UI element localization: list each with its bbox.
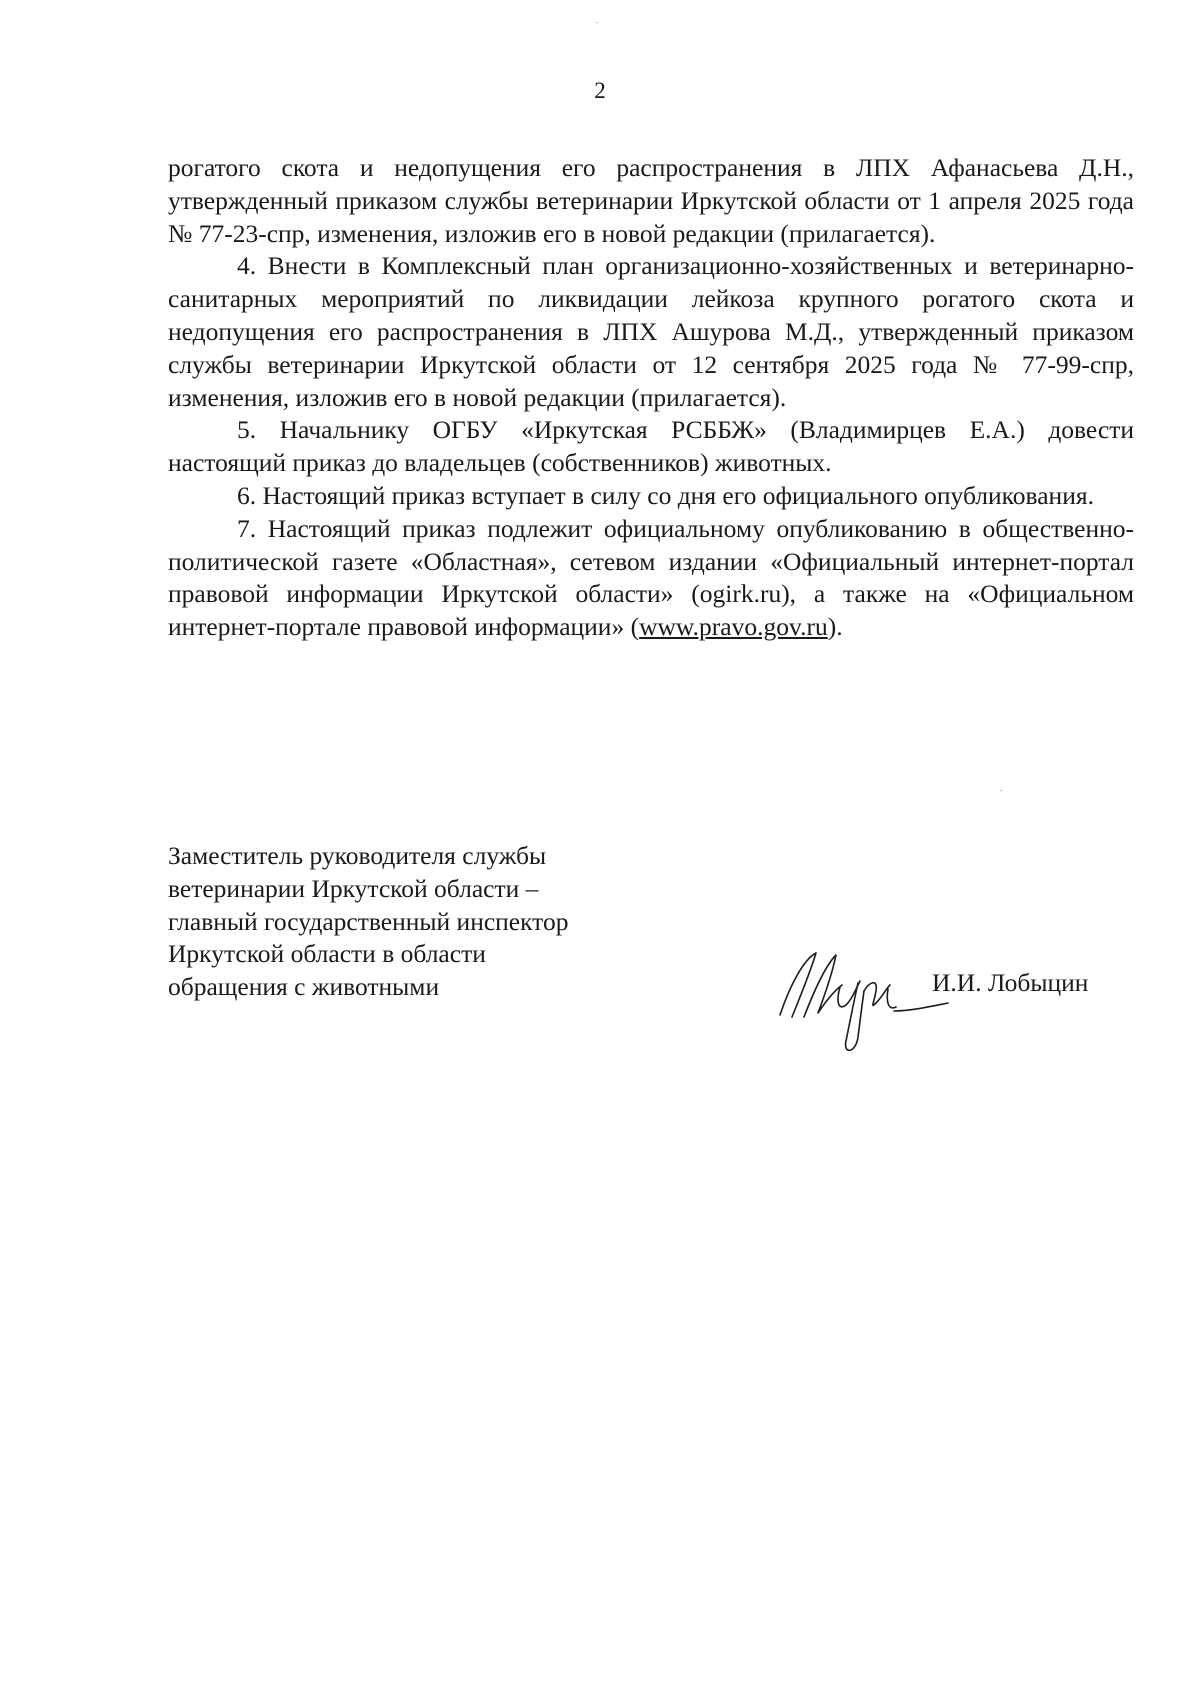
signatory-title-line: обращения с животными: [168, 972, 440, 1002]
signatory-title-line: Заместитель руководителя службы: [168, 841, 547, 870]
pravo-gov-link[interactable]: www.pravo.gov.ru: [639, 612, 828, 642]
signatory-title-line: ветеринарии Иркутской области –: [168, 873, 539, 903]
page-number: 2: [594, 78, 606, 103]
signatory-title: [168, 840, 568, 1004]
paragraph-6: 6. Настоящий приказ вступает в силу со дня его официального опубликования.: [237, 480, 1094, 510]
scan-speck: [1000, 790, 1002, 791]
scan-speck: [596, 22, 598, 23]
paragraph-3-continued: рогатого скота и недопущения его распространения в ЛПХ Афанасьева Д.Н., утвержденный приказом службы ветеринарии Иркутской области от 1 апреля 2025 года № 77-23-спр, изменения, изложив его в новой редакции (прилагается).: [168, 153, 1134, 248]
document-body: [168, 152, 1134, 644]
handwritten-signature: [770, 945, 970, 1060]
paragraph-7-tail: ).: [827, 612, 843, 642]
paragraph-5: 5. Начальнику ОГБУ «Иркутская РСББЖ» (Владимирцев Е.А.) довести настоящий приказ до владельцев (собственников) животных.: [168, 415, 1134, 478]
signatory-title-line: Иркутской области в области: [168, 939, 486, 969]
paragraph-7: [168, 513, 1134, 644]
paragraph-7-text: 7. Настоящий приказ подлежит официальному опубликованию в общественно-политической газете «Областная», сетевом издании «Официальный интернет-портал правовой информации Иркутской области» (ogirk.ru), а также на «Официальном интернет-портале правовой информации» (: [168, 513, 1134, 642]
signatory-title-line: главный государственный инспектор: [168, 906, 569, 936]
signatory-name: И.И. Лобыцин: [932, 968, 1089, 997]
paragraph-4: 4. Внести в Комплексный план организационно-хозяйственных и ветеринарно-санитарных мероприятий по ликвидации лейкоза крупного рогатого скота и недопущения его распространения в ЛПХ Ашурова М.Д., утвержденный приказом службы ветеринарии Иркутской области от 12 сентября 2025 года № 77-99-спр, изменения, изложив его в новой редакции (прилагается).: [168, 251, 1134, 412]
